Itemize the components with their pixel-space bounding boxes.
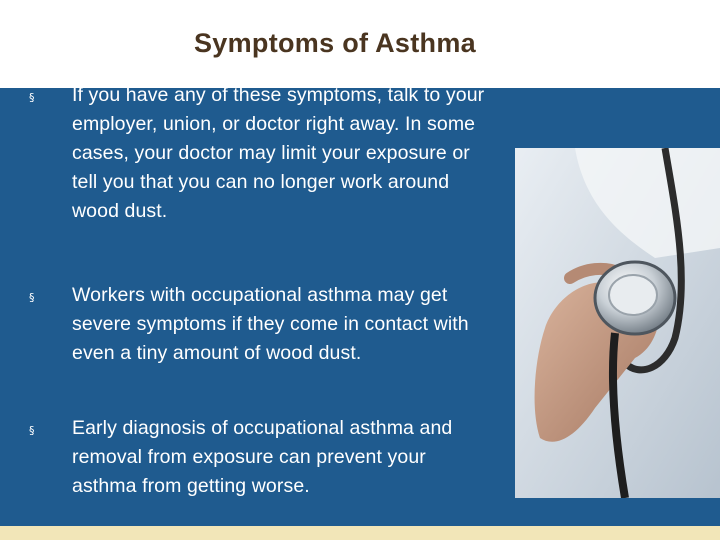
footer-bar	[0, 526, 720, 540]
bullet-text: If you have any of these symptoms, talk to your employer, union, or doctor right away. In some cases, your doctor may limit your exposure or tell you that you can no longer work around wood dust.	[72, 84, 485, 222]
stethoscope-photo	[515, 148, 720, 498]
slide-body	[0, 84, 720, 526]
slide-header	[0, 0, 720, 88]
bullet-marker: §	[29, 91, 35, 104]
bullet-marker: §	[29, 291, 35, 304]
bullet-marker: §	[29, 424, 35, 437]
slide-title: Symptoms of Asthma	[194, 28, 476, 58]
bullet-text: Early diagnosis of occupational asthma and removal from exposure can prevent your asthma from getting worse.	[72, 417, 453, 497]
bullet-text: Workers with occupational asthma may get severe symptoms if they come in contact with even a tiny amount of wood dust.	[72, 284, 469, 364]
